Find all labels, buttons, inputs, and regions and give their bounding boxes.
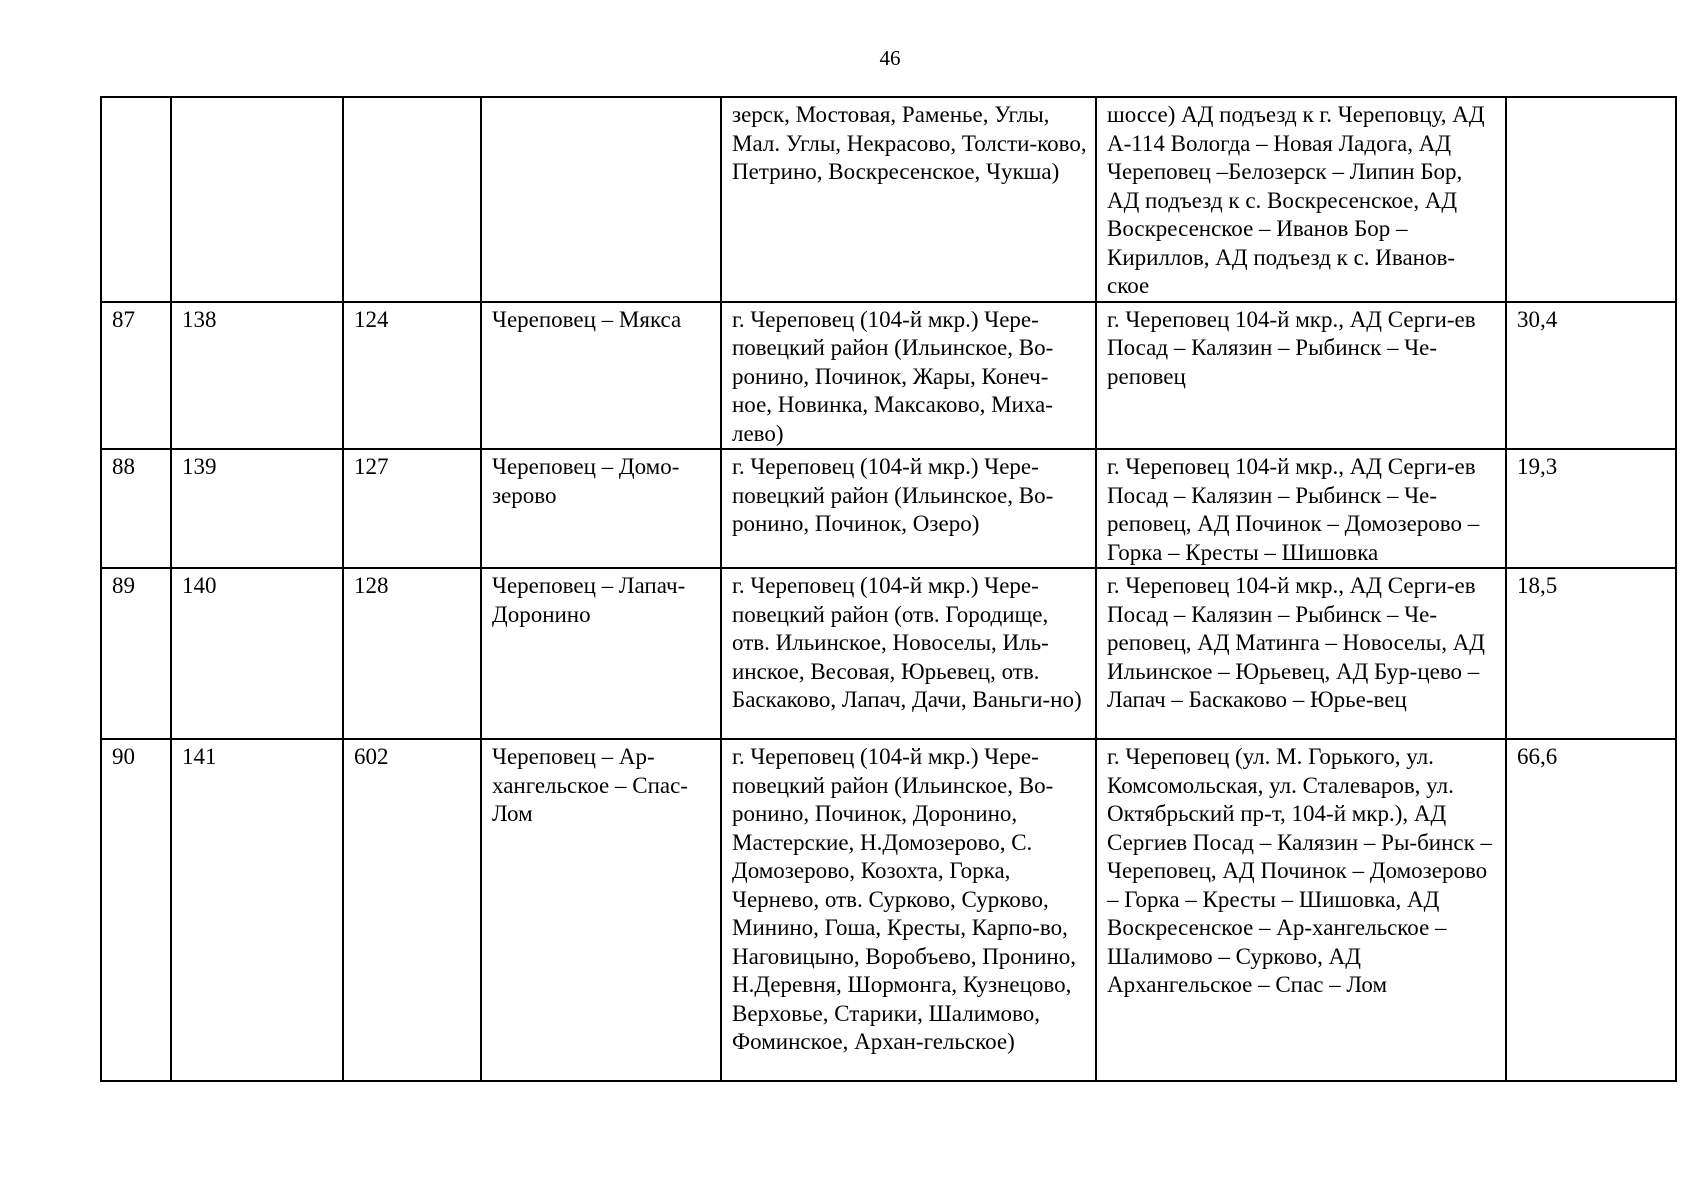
- cell-length: 19,3: [1506, 449, 1676, 568]
- cell-route-name: Череповец – Мякса: [481, 302, 721, 450]
- cell-route-number: 127: [343, 449, 481, 568]
- cell-number: 88: [101, 449, 171, 568]
- page-number: 46: [879, 46, 901, 70]
- cell-roads: г. Череповец 104-й мкр., АД Серги-ев Посад – Калязин – Рыбинск – Че-реповец, АД Матинга – Новоселы, АД Ильинское – Юрьевец, АД Бур-цево – Лапач – Баскаково – Юрье-вец: [1096, 568, 1506, 739]
- cell-roads: г. Череповец 104-й мкр., АД Серги-ев Посад – Калязин – Рыбинск – Че-реповец: [1096, 302, 1506, 450]
- cell-route-number: 602: [343, 739, 481, 1081]
- cell-registry-number: 138: [171, 302, 343, 450]
- cell-route-name: [481, 97, 721, 302]
- routes-table: [100, 96, 1677, 1082]
- cell-route-number: 128: [343, 568, 481, 739]
- cell-stops: г. Череповец (104-й мкр.) Чере-повецкий район (Ильинское, Во-ронино, Починок, Доронино, Мастерские, Н.Домозерово, С. Домозерово, Козохта, Горка, Чернево, отв. Сурково, Сурково, Минино, Гоша, Кресты, Карпо-во, Наговицыно, Воробъево, Пронино, Н.Деревня, Шормонга, Кузнецово, Верховье, Старики, Шалимово, Фоминское, Архан-гельское): [721, 739, 1096, 1081]
- cell-number: 90: [101, 739, 171, 1081]
- cell-stops: зерск, Мостовая, Раменье, Углы, Мал. Углы, Некрасово, Толсти-ково, Петрино, Воскресенское, Чукша): [721, 97, 1096, 302]
- cell-length: [1506, 97, 1676, 302]
- cell-roads: шоссе) АД подъезд к г. Череповцу, АД А-114 Вологда – Новая Ладога, АД Череповец –Белозерск – Липин Бор, АД подъезд к с. Воскресенское, АД Воскресенское – Иванов Бор – Кириллов, АД подъезд к с. Иванов-ское: [1096, 97, 1506, 302]
- cell-stops: г. Череповец (104-й мкр.) Чере-повецкий район (Ильинское, Во-ронино, Починок, Жары, Конеч-ное, Новинка, Максаково, Миха-лево): [721, 302, 1096, 450]
- cell-route-name: Череповец – Лапач-Доронино: [481, 568, 721, 739]
- cell-stops: г. Череповец (104-й мкр.) Чере-повецкий район (Ильинское, Во-ронино, Починок, Озеро): [721, 449, 1096, 568]
- cell-number: [101, 97, 171, 302]
- table-row: [101, 568, 1676, 739]
- table-row: [101, 302, 1676, 450]
- cell-route-name: Череповец – Ар-хангельское – Спас-Лом: [481, 739, 721, 1081]
- cell-registry-number: 139: [171, 449, 343, 568]
- cell-length: 66,6: [1506, 739, 1676, 1081]
- cell-number: 89: [101, 568, 171, 739]
- table-row: [101, 739, 1676, 1081]
- cell-number: 87: [101, 302, 171, 450]
- cell-length: 18,5: [1506, 568, 1676, 739]
- cell-route-name: Череповец – Домо-зерово: [481, 449, 721, 568]
- table-row: [101, 97, 1676, 302]
- cell-registry-number: 140: [171, 568, 343, 739]
- cell-roads: г. Череповец (ул. М. Горького, ул. Комсомольская, ул. Сталеваров, ул. Октябрьский пр-т, 104-й мкр.), АД Сергиев Посад – Калязин – Ры-бинск – Череповец, АД Починок – Домозерово – Горка – Кресты – Шишовка, АД Воскресенское – Ар-хангельское – Шалимово – Сурково, АД Архангельское – Спас – Лом: [1096, 739, 1506, 1081]
- cell-registry-number: [171, 97, 343, 302]
- table-row: [101, 449, 1676, 568]
- cell-stops: г. Череповец (104-й мкр.) Чере-повецкий район (отв. Городище, отв. Ильинское, Новоселы, Иль-инское, Весовая, Юрьевец, отв. Баскаково, Лапач, Дачи, Ваньги-но): [721, 568, 1096, 739]
- cell-route-number: 124: [343, 302, 481, 450]
- cell-route-number: [343, 97, 481, 302]
- cell-registry-number: 141: [171, 739, 343, 1081]
- cell-roads: г. Череповец 104-й мкр., АД Серги-ев Посад – Калязин – Рыбинск – Че-реповец, АД Починок – Домозерово – Горка – Кресты – Шишовка: [1096, 449, 1506, 568]
- cell-length: 30,4: [1506, 302, 1676, 450]
